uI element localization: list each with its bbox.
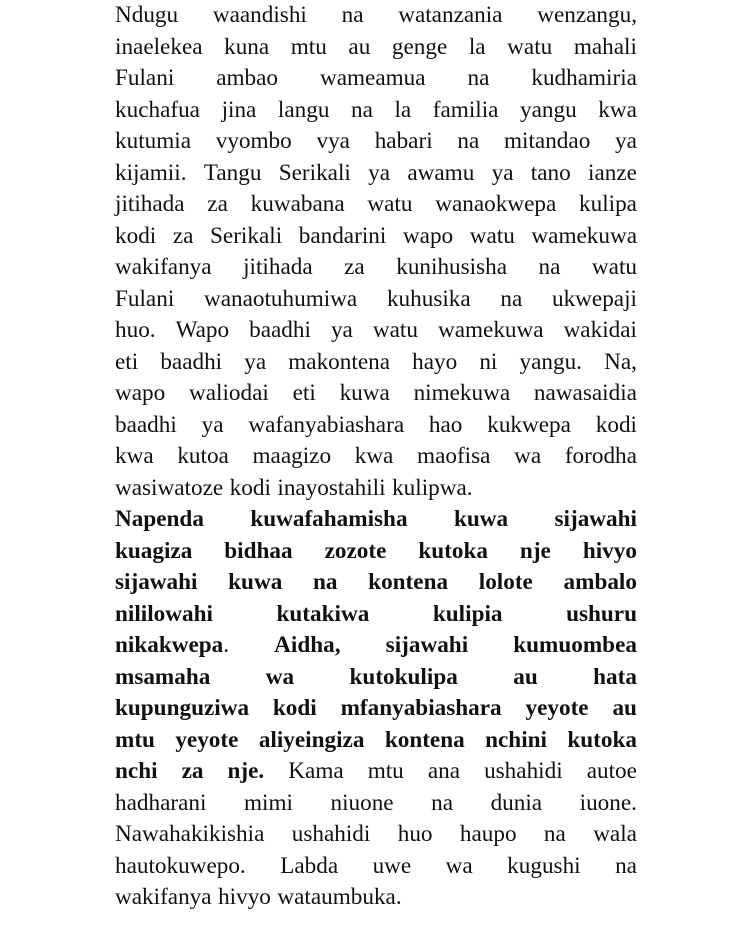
word: ana (427, 758, 461, 784)
word: ya (330, 317, 353, 343)
word: kuwafahamisha (250, 506, 408, 532)
word: sijawahi (554, 506, 637, 532)
word: kuwa (339, 380, 390, 406)
word: ushahidi (484, 758, 563, 784)
word: kwa (115, 443, 154, 469)
word: aliyeingiza (258, 726, 365, 753)
word: wamekuwa (437, 317, 544, 343)
text-line (115, 252, 637, 284)
word: kukwepa (487, 411, 571, 438)
text-line (115, 536, 637, 568)
word: wafanyabiashara (248, 411, 405, 438)
word: na (457, 128, 480, 154)
text-line (115, 126, 637, 158)
word: kuwa (453, 506, 509, 532)
word: jitihada (115, 191, 185, 217)
word: huo (397, 821, 433, 847)
word: kulipia (432, 600, 503, 627)
word: forodha (564, 443, 637, 469)
word: nje. (227, 758, 265, 784)
word: mtu (115, 726, 155, 753)
word: awamu (407, 159, 475, 186)
word: wameamua (319, 65, 426, 91)
word: kuagiza (115, 537, 193, 564)
word: Labda (280, 852, 339, 879)
word: Serikali (210, 222, 283, 249)
word: kwa (354, 443, 394, 469)
word: kuhusika (386, 285, 471, 312)
word: wa (514, 443, 542, 469)
text-line (115, 95, 637, 127)
word: wenzangu, (537, 2, 637, 28)
word: na (467, 65, 490, 91)
word: ambalo (563, 569, 637, 595)
word: ushuru (566, 600, 637, 627)
word: nchi (115, 758, 158, 784)
word: kumuombea (513, 632, 637, 658)
word: waliodai (189, 380, 269, 406)
text-line (115, 284, 637, 316)
word: kuna (224, 33, 270, 60)
word: vyombo (215, 128, 292, 154)
word: yeyote (175, 726, 239, 753)
word: ukwepaji (551, 285, 637, 312)
word: kunihusisha (396, 254, 508, 280)
word: na (312, 569, 338, 595)
word: au (513, 663, 538, 690)
word: waandishi (212, 2, 307, 28)
word: bidhaa (224, 537, 293, 564)
word: watanzania (398, 2, 503, 28)
word: na (615, 852, 637, 879)
word: kutumia (115, 128, 191, 154)
word: Ndugu (115, 2, 179, 28)
word: yangu. (519, 348, 582, 375)
word: wasiwatoze (115, 474, 224, 501)
word: maagizo (252, 443, 332, 469)
text-line (115, 788, 637, 820)
word: kijamii. (115, 159, 187, 186)
document-body (115, 0, 637, 914)
word: kutoka (567, 726, 637, 753)
word: baadhi (160, 348, 223, 375)
word: maofisa (417, 443, 491, 469)
text-line (115, 882, 637, 914)
word: Tangu (203, 159, 262, 186)
word: kodi (115, 222, 157, 249)
word: Aidha, (274, 632, 341, 658)
word: habari (374, 128, 433, 154)
text-line (115, 32, 637, 64)
text-line (115, 599, 637, 631)
word: genge (391, 33, 448, 60)
word: kodi (272, 695, 317, 721)
text-line (115, 189, 637, 221)
word: kodi (229, 474, 271, 501)
word: hata (593, 663, 637, 690)
word: ianze (588, 159, 637, 186)
text-line (115, 567, 637, 599)
word: hayo (412, 348, 458, 375)
word: eti (292, 380, 316, 406)
word: ambao (216, 65, 279, 91)
word: hadharani (115, 789, 207, 816)
word: ni (479, 348, 498, 375)
word: kutokulipa (349, 663, 458, 690)
word: Fulani (115, 285, 175, 312)
word: wamekuwa (531, 222, 637, 249)
word: wataumbuka. (277, 884, 402, 910)
word: kugushi (507, 852, 581, 879)
word: hautokuwepo. (115, 852, 246, 879)
text-line (115, 0, 637, 32)
word: za (181, 758, 204, 784)
word: mfanyabiashara (340, 695, 502, 721)
word: baadhi (115, 411, 177, 438)
text-line (115, 851, 637, 883)
word: kuwabana (250, 191, 345, 217)
word: la (394, 96, 412, 123)
word: wapo (402, 222, 454, 249)
word: hao (428, 411, 463, 438)
word: kulipa (579, 191, 637, 217)
text-line (115, 221, 637, 253)
word: tano (530, 159, 571, 186)
word: na (351, 96, 373, 123)
word: Serikali (278, 159, 351, 186)
word: niuone (330, 789, 394, 816)
word: huo. (115, 317, 156, 343)
word: kontena (384, 726, 465, 753)
word: mitandao (504, 128, 591, 154)
text-line (115, 504, 637, 536)
paragraph-statement (115, 0, 637, 504)
word: langu (277, 96, 330, 123)
word: mtu (367, 758, 404, 784)
word: autoe (586, 758, 637, 784)
text-line (115, 347, 637, 379)
word: kuwa (228, 569, 283, 595)
word: la (468, 33, 486, 60)
word: bandarini (298, 222, 387, 249)
word: Na, (604, 348, 637, 375)
text-line (115, 693, 637, 725)
word: au (348, 33, 371, 60)
word: kontena (368, 569, 449, 595)
word: ya (244, 348, 267, 375)
word: wakifanya (115, 254, 212, 280)
text-line (115, 63, 637, 95)
text-line (115, 819, 637, 851)
word: dunia (490, 789, 543, 816)
text-line (115, 410, 637, 442)
word: watu (591, 254, 637, 280)
word: nililowahi (115, 600, 213, 627)
word: Wapo (175, 317, 230, 343)
word: kwa (598, 96, 637, 123)
word: iuone. (579, 789, 637, 816)
word: ya (491, 159, 514, 186)
word: wakifanya (115, 884, 212, 910)
word: kupunguziwa (115, 695, 250, 721)
paragraph-denial (115, 504, 637, 914)
word: wakidai (563, 317, 637, 343)
word: na (341, 2, 364, 28)
word: na (543, 821, 566, 847)
word: yeyote (525, 695, 589, 721)
word: na (431, 789, 454, 816)
word: jitihada (243, 254, 313, 280)
word: uwe (372, 852, 412, 879)
text-line (115, 378, 637, 410)
word: ya (615, 128, 637, 154)
word: kuchafua (115, 96, 200, 123)
word: eti (115, 348, 139, 375)
word: mtu (290, 33, 327, 60)
word: za (207, 191, 228, 217)
word: hivyo (582, 537, 637, 564)
text-line (115, 662, 637, 694)
word: nje (519, 537, 551, 564)
word: nawasaidia (533, 380, 637, 406)
text-line (115, 756, 637, 788)
word: wa (445, 852, 473, 879)
word: vya (316, 128, 350, 154)
word: inaelekea (115, 33, 203, 60)
word: kulipwa. (392, 474, 473, 501)
word: watu (469, 222, 515, 249)
text-line (115, 630, 637, 662)
word: mimi (243, 789, 293, 816)
word: nimekuwa (413, 380, 511, 406)
word: msamaha (115, 663, 211, 690)
word: Napenda (115, 506, 204, 532)
word: sijawahi (385, 632, 469, 658)
word: nchini (485, 726, 547, 753)
word: Fulani (115, 65, 175, 91)
word: haupo (459, 821, 517, 847)
text-line (115, 473, 637, 505)
word: wala (593, 821, 637, 847)
word: wanaokwepa (435, 191, 557, 217)
word: inayostahili (277, 474, 386, 501)
word: mahali (573, 33, 637, 60)
word: Nawahakikishia (115, 821, 265, 847)
word: watu (367, 191, 413, 217)
word: ushahidi (291, 821, 371, 847)
word: makontena (288, 348, 390, 375)
word: wapo (115, 380, 166, 406)
text-line (115, 441, 637, 473)
word: baadhi (249, 317, 311, 343)
word: nikakwepa. (115, 632, 230, 658)
word: wanaotuhumiwa (203, 285, 358, 312)
text-line (115, 158, 637, 190)
word: watu (507, 33, 553, 60)
word: jina (221, 96, 257, 123)
word: za (172, 222, 194, 249)
word: zozote (324, 537, 387, 564)
word: za (344, 254, 365, 280)
word: kudhamiria (531, 65, 637, 91)
word: yangu (520, 96, 577, 123)
word: sijawahi (115, 569, 198, 595)
word: Kama (288, 758, 344, 784)
word: ya (368, 159, 391, 186)
word: kutakiwa (276, 600, 370, 627)
word: wa (265, 663, 295, 690)
word: au (612, 695, 637, 721)
word: kodi (595, 411, 637, 438)
word: watu (372, 317, 418, 343)
text-line (115, 725, 637, 757)
word: kutoka (418, 537, 488, 564)
word: ya (201, 411, 224, 438)
word: na (538, 254, 561, 280)
word: familia (432, 96, 499, 123)
word: lolote (478, 569, 533, 595)
word: kutoa (177, 443, 229, 469)
word: hivyo (218, 884, 271, 910)
word: na (500, 285, 523, 312)
text-line (115, 315, 637, 347)
